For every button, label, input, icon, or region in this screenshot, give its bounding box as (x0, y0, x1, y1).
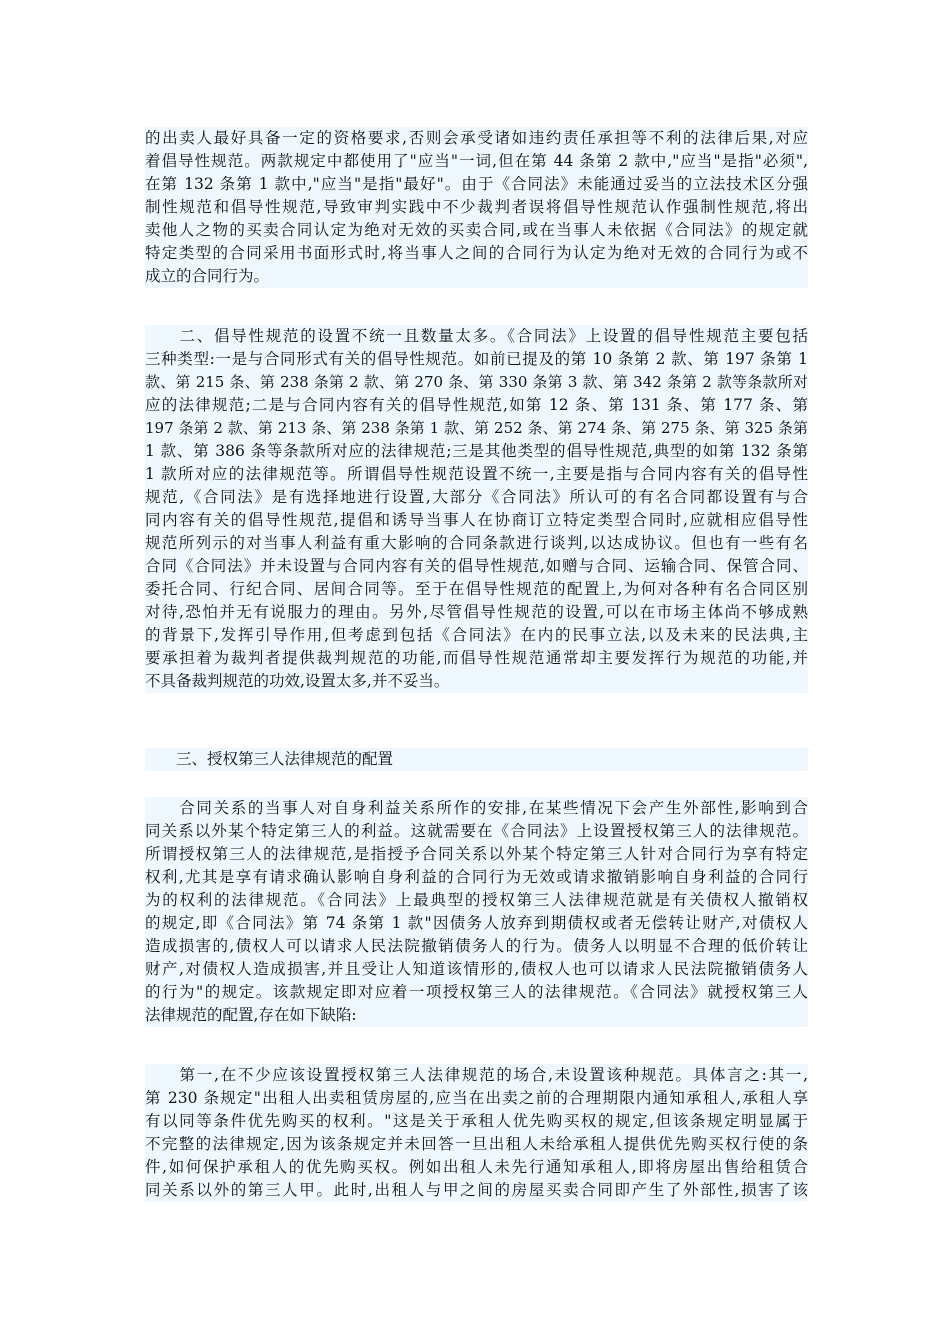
text-line: 第一,在不少应该设置授权第三人法律规范的场合,未设置该种规范。具体言之:其一, (145, 1066, 808, 1084)
text-line: 财产,对债权人造成损害,并且受让人知道该情形的,债权人也可以请求人民法院撤销债务人 (145, 960, 808, 978)
text-line: 为的权利的法律规范。《合同法》上最典型的授权第三人法律规范就是有关债权人撤销权 (145, 891, 808, 909)
text-line: 件,如何保护承租人的优先购买权。例如出租人未先行通知承租人,即将房屋出售给租赁合 (145, 1158, 808, 1176)
section-heading (145, 748, 808, 771)
text-line: 权利,尤其是享有请求确认影响自身利益的合同行为无效或请求撤销影响自身利益的合同行 (145, 868, 808, 886)
text-line: 三种类型:一是与合同形式有关的倡导性规范。如前已提及的第 10 条第 2 款、第 197 条第 1 (145, 350, 808, 368)
text-line: 在第 132 条第 1 款中,"应当"是指"最好"。由于《合同法》未能通过妥当的立法技术区分强 (145, 175, 808, 193)
text-line: 卖他人之物的买卖合同认定为绝对无效的买卖合同,或在当事人未依据《合同法》的规定就 (145, 221, 808, 239)
paragraph-4 (145, 1064, 808, 1202)
paragraph-1 (145, 127, 808, 288)
text-line: 所谓授权第三人的法律规范,是指授予合同关系以外某个特定第三人针对合同行为享有特定 (145, 845, 808, 863)
text-line: 的行为"的规定。该款规定即对应着一项授权第三人的法律规范。《合同法》就授权第三人 (145, 983, 808, 1001)
text-line: 的背景下,发挥引导作用,但考虑到包括《合同法》在内的民事立法,以及未来的民法典,主 (145, 626, 808, 644)
text-line: 对待,恐怕并无有说服力的理由。另外,尽管倡导性规范的设置,可以在市场主体尚不够成熟 (145, 603, 808, 621)
paragraph-2 (145, 325, 808, 693)
text-line: 同内容有关的倡导性规范,提倡和诱导当事人在协商订立特定类型合同时,应就相应倡导性 (145, 511, 808, 529)
text-line: 197 条第 2 款、第 213 条、第 238 条第 1 款、第 252 条、第 274 条、第 275 条、第 325 条第 (145, 419, 808, 437)
text-line: 特定类型的合同采用书面形式时,将当事人之间的合同行为认定为绝对无效的合同行为或不 (145, 244, 808, 262)
text-line: 的规定,即《合同法》第 74 条第 1 款"因债务人放弃到期债权或者无偿转让财产,对债权人 (145, 914, 808, 932)
text-line: 不完整的法律规定,因为该条规定并未回答一旦出租人未给承租人提供优先购买权行使的条 (145, 1135, 808, 1153)
text-line: 1 款所对应的法律规范等。所谓倡导性规范设置不统一,主要是指与合同内容有关的倡导性 (145, 465, 808, 483)
text-line: 制性规范和倡导性规范,导致审判实践中不少裁判者误将倡导性规范认作强制性规范,将出 (145, 198, 808, 216)
text-line: 款、第 215 条、第 238 条第 2 款、第 270 条、第 330 条第 3 款、第 342 条第 2 款等条款所对 (145, 373, 808, 391)
text-line: 二、倡导性规范的设置不统一且数量太多。《合同法》上设置的倡导性规范主要包括 (145, 327, 808, 345)
text-line: 要承担着为裁判者提供裁判规范的功能,而倡导性规范通常却主要发挥行为规范的功能,并 (145, 649, 808, 667)
text-line: 规范所列示的对当事人利益有重大影响的合同条款进行谈判,以达成协议。但也有一些有名 (145, 534, 808, 552)
text-line: 应的法律规范;二是与合同内容有关的倡导性规范,如第 12 条、第 131 条、第 177 条、第 (145, 396, 808, 414)
heading-text: 三、授权第三人法律规范的配置 (145, 750, 394, 768)
text-line: 成立的合同行为。 (145, 267, 270, 285)
text-line: 委托合同、行纪合同、居间合同等。至于在倡导性规范的配置上,为何对各种有名合同区别 (145, 580, 808, 598)
text-line: 合同《合同法》并未设置与合同内容有关的倡导性规范,如赠与合同、运输合同、保管合同、 (145, 557, 808, 575)
text-line: 着倡导性规范。两款规定中都使用了"应当"一词,但在第 44 条第 2 款中,"应当"是指"必须", (145, 152, 808, 170)
text-line: 法律规范的配置,存在如下缺陷: (145, 1006, 357, 1024)
text-line: 的出卖人最好具备一定的资格要求,否则会承受诸如违约责任承担等不利的法律后果,对应 (145, 129, 808, 147)
text-line: 不具备裁判规范的功效,设置太多,并不妥当。 (145, 672, 450, 690)
text-line: 1 款、第 386 条等条款所对应的法律规范;三是其他类型的倡导性规范,典型的如第 132 条第 (145, 442, 808, 460)
text-line: 合同关系的当事人对自身利益关系所作的安排,在某些情况下会产生外部性,影响到合 (145, 799, 808, 817)
text-line: 造成损害的,债权人可以请求人民法院撤销债务人的行为。债务人以明显不合理的低价转让 (145, 937, 808, 955)
text-line: 第 230 条规定"出租人出卖租赁房屋的,应当在出卖之前的合理期限内通知承租人,承租人享 (145, 1089, 808, 1107)
text-line: 规范,《合同法》是有选择地进行设置,大部分《合同法》所认可的有名合同都设置有与合 (145, 488, 808, 506)
text-line: 有以同等条件优先购买的权利。"这是关于承租人优先购买权的规定,但该条规定明显属于 (145, 1112, 808, 1130)
text-line: 同关系以外的第三人甲。此时,出租人与甲之间的房屋买卖合同即产生了外部性,损害了该 (145, 1181, 808, 1199)
text-line: 同关系以外某个特定第三人的利益。这就需要在《合同法》上设置授权第三人的法律规范。 (145, 822, 808, 840)
paragraph-3 (145, 797, 808, 1027)
